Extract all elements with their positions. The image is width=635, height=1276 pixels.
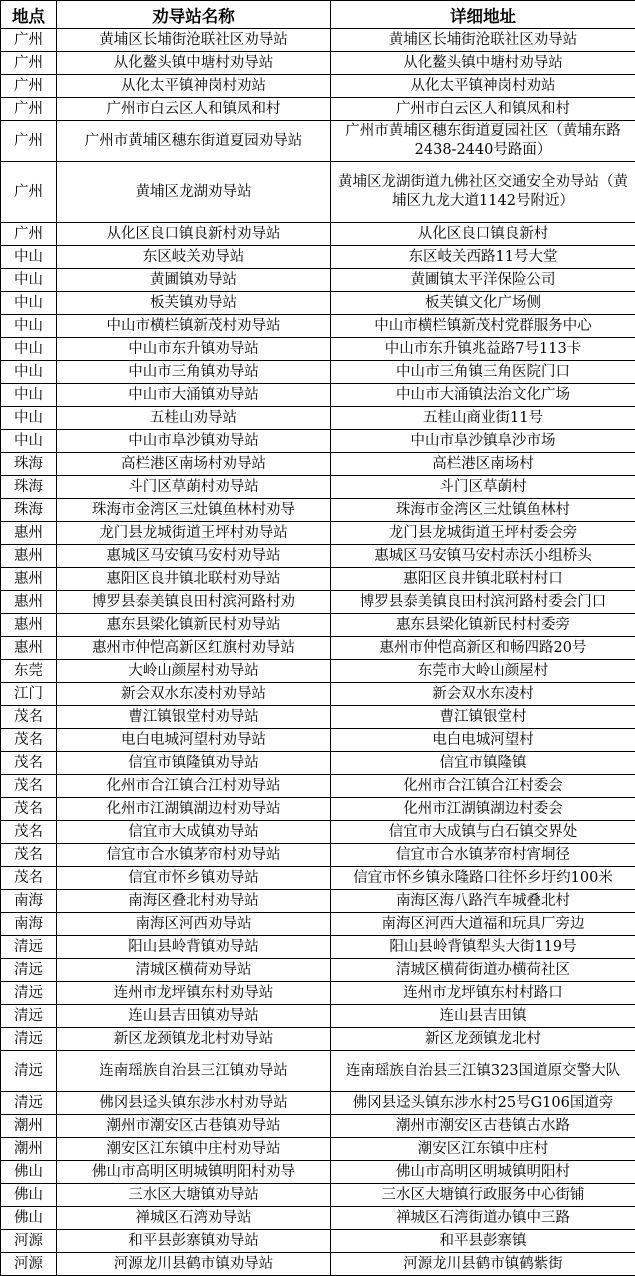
table-row xyxy=(1,223,635,246)
cell-address: 佛山市高明区明城镇明阳村 xyxy=(331,1161,635,1184)
cell-place: 广州 xyxy=(1,162,57,223)
cell-place: 中山 xyxy=(1,292,57,315)
cell-place: 茂名 xyxy=(1,752,57,775)
table-row xyxy=(1,476,635,499)
table-row xyxy=(1,959,635,982)
cell-station-name: 从化太平镇神岗村劝站 xyxy=(57,75,331,98)
cell-station-name: 连南瑶族自治县三江镇劝导站 xyxy=(57,1051,331,1092)
table-row xyxy=(1,338,635,361)
table-row xyxy=(1,407,635,430)
cell-place: 茂名 xyxy=(1,775,57,798)
cell-place: 佛山 xyxy=(1,1207,57,1230)
cell-address: 龙门县龙城街道王坪村委会旁 xyxy=(331,522,635,545)
table-row xyxy=(1,1253,635,1276)
cell-address: 高栏港区南场村 xyxy=(331,453,635,476)
table-row xyxy=(1,1028,635,1051)
table-row xyxy=(1,361,635,384)
cell-station-name: 潮州市潮安区古巷镇劝导站 xyxy=(57,1115,331,1138)
cell-place: 潮州 xyxy=(1,1115,57,1138)
cell-station-name: 中山市阜沙镇劝导站 xyxy=(57,430,331,453)
table-row xyxy=(1,292,635,315)
cell-place: 河源 xyxy=(1,1253,57,1276)
cell-place: 惠州 xyxy=(1,522,57,545)
cell-place: 清远 xyxy=(1,1005,57,1028)
cell-address: 珠海市金湾区三灶镇鱼林村 xyxy=(331,499,635,522)
table-row xyxy=(1,591,635,614)
cell-station-name: 南海区叠北村劝导站 xyxy=(57,890,331,913)
cell-station-name: 大岭山颜屋村劝导站 xyxy=(57,660,331,683)
table-row xyxy=(1,890,635,913)
cell-address: 中山市大涌镇法治文化广场 xyxy=(331,384,635,407)
cell-address: 三水区大塘镇行政服务中心街铺 xyxy=(331,1184,635,1207)
cell-address: 清城区横荷街道办横荷社区 xyxy=(331,959,635,982)
table-row xyxy=(1,706,635,729)
cell-place: 茂名 xyxy=(1,844,57,867)
cell-station-name: 佛山市高明区明城镇明阳村劝导 xyxy=(57,1161,331,1184)
cell-station-name: 惠州市仲恺高新区红旗村劝导站 xyxy=(57,637,331,660)
cell-station-name: 新区龙颈镇龙北村劝导站 xyxy=(57,1028,331,1051)
cell-place: 中山 xyxy=(1,407,57,430)
table-row xyxy=(1,52,635,75)
cell-station-name: 河源龙川县鹤市镇劝导站 xyxy=(57,1253,331,1276)
cell-station-name: 电白电城河望村劝导站 xyxy=(57,729,331,752)
cell-address: 从化区良口镇良新村 xyxy=(331,223,635,246)
cell-address: 南海区海八路汽车城叠北村 xyxy=(331,890,635,913)
cell-station-name: 三水区大塘镇劝导站 xyxy=(57,1184,331,1207)
cell-station-name: 惠阳区良井镇北联村劝导站 xyxy=(57,568,331,591)
cell-station-name: 从化鳌头镇中塘村劝导站 xyxy=(57,52,331,75)
table-row xyxy=(1,75,635,98)
cell-station-name: 中山市横栏镇新茂村劝导站 xyxy=(57,315,331,338)
cell-address: 化州市合江镇合江村委会 xyxy=(331,775,635,798)
table-row xyxy=(1,1161,635,1184)
cell-place: 佛山 xyxy=(1,1161,57,1184)
cell-address: 潮州市潮安区古巷镇古水路 xyxy=(331,1115,635,1138)
cell-place: 茂名 xyxy=(1,867,57,890)
cell-address: 惠城区马安镇马安村赤沃小组桥头 xyxy=(331,545,635,568)
cell-address: 中山市三角镇三角医院门口 xyxy=(331,361,635,384)
cell-address: 新会双水东凌村 xyxy=(331,683,635,706)
cell-station-name: 化州市江湖镇湖边村劝导站 xyxy=(57,798,331,821)
table-row xyxy=(1,1115,635,1138)
table-row xyxy=(1,1092,635,1115)
table-row xyxy=(1,522,635,545)
cell-station-name: 黄埔区长埔街沧联社区劝导站 xyxy=(57,29,331,52)
cell-station-name: 佛冈县迳头镇东涉水村劝导站 xyxy=(57,1092,331,1115)
table-row xyxy=(1,269,635,292)
cell-address: 博罗县泰美镇良田村滨河路村委会门口 xyxy=(331,591,635,614)
cell-address: 和平县彭寨镇 xyxy=(331,1230,635,1253)
cell-place: 清远 xyxy=(1,1028,57,1051)
cell-station-name: 和平县彭寨镇劝导站 xyxy=(57,1230,331,1253)
cell-station-name: 信宜市怀乡镇劝导站 xyxy=(57,867,331,890)
table-row xyxy=(1,982,635,1005)
cell-station-name: 珠海市金湾区三灶镇鱼林村劝导 xyxy=(57,499,331,522)
cell-address: 中山市东升镇兆益路7号113卡 xyxy=(331,338,635,361)
cell-station-name: 龙门县龙城街道王坪村劝导站 xyxy=(57,522,331,545)
table-row xyxy=(1,637,635,660)
table-row xyxy=(1,1230,635,1253)
cell-station-name: 连州市龙坪镇东村劝导站 xyxy=(57,982,331,1005)
cell-address: 南海区河西大道福和玩具厂旁边 xyxy=(331,913,635,936)
cell-place: 清远 xyxy=(1,982,57,1005)
cell-station-name: 高栏港区南场村劝导站 xyxy=(57,453,331,476)
cell-station-name: 黄圃镇劝导站 xyxy=(57,269,331,292)
cell-address: 河源龙川县鹤市镇鹤紫街 xyxy=(331,1253,635,1276)
cell-place: 茂名 xyxy=(1,821,57,844)
cell-address: 信宜市镇隆镇 xyxy=(331,752,635,775)
cell-station-name: 广州市黄埔区穗东街道夏园劝导站 xyxy=(57,121,331,162)
cell-address: 黄圃镇太平洋保险公司 xyxy=(331,269,635,292)
cell-place: 清远 xyxy=(1,959,57,982)
table-row xyxy=(1,1138,635,1161)
table-row xyxy=(1,913,635,936)
cell-station-name: 信宜市合水镇茅帘村劝导站 xyxy=(57,844,331,867)
cell-place: 中山 xyxy=(1,361,57,384)
cell-address: 从化鳌头镇中塘村劝导站 xyxy=(331,52,635,75)
cell-station-name: 惠城区马安镇马安村劝导站 xyxy=(57,545,331,568)
cell-place: 江门 xyxy=(1,683,57,706)
cell-station-name: 南海区河西劝导站 xyxy=(57,913,331,936)
table-row xyxy=(1,775,635,798)
table-row xyxy=(1,121,635,162)
table-row xyxy=(1,729,635,752)
table-row xyxy=(1,499,635,522)
cell-place: 南海 xyxy=(1,890,57,913)
cell-place: 茂名 xyxy=(1,729,57,752)
cell-place: 中山 xyxy=(1,315,57,338)
cell-address: 黄埔区龙湖街道九佛社区交通安全劝导站（黄埔区九龙大道1142号附近） xyxy=(331,162,635,223)
cell-address: 曹江镇银堂村 xyxy=(331,706,635,729)
cell-address: 连南瑶族自治县三江镇323国道原交警大队 xyxy=(331,1051,635,1092)
header-station-name: 劝导站名称 xyxy=(57,1,331,29)
cell-place: 惠州 xyxy=(1,614,57,637)
cell-station-name: 板芙镇劝导站 xyxy=(57,292,331,315)
cell-station-name: 化州市合江镇合江村劝导站 xyxy=(57,775,331,798)
cell-place: 广州 xyxy=(1,75,57,98)
table-row xyxy=(1,821,635,844)
cell-address: 潮安区江东镇中庄村 xyxy=(331,1138,635,1161)
table-row xyxy=(1,844,635,867)
cell-address: 电白电城河望村 xyxy=(331,729,635,752)
cell-place: 南海 xyxy=(1,913,57,936)
cell-address: 中山市横栏镇新茂村党群服务中心 xyxy=(331,315,635,338)
cell-place: 茂名 xyxy=(1,798,57,821)
table-row xyxy=(1,614,635,637)
cell-station-name: 中山市大涌镇劝导站 xyxy=(57,384,331,407)
cell-address: 新区龙颈镇龙北村 xyxy=(331,1028,635,1051)
table-row xyxy=(1,683,635,706)
cell-place: 珠海 xyxy=(1,476,57,499)
cell-station-name: 禅城区石湾劝导站 xyxy=(57,1207,331,1230)
table-row xyxy=(1,545,635,568)
table-row xyxy=(1,98,635,121)
table-row xyxy=(1,936,635,959)
table-row xyxy=(1,29,635,52)
cell-station-name: 广州市白云区人和镇凤和村 xyxy=(57,98,331,121)
cell-place: 中山 xyxy=(1,384,57,407)
table-row xyxy=(1,798,635,821)
cell-place: 广州 xyxy=(1,98,57,121)
cell-station-name: 五桂山劝导站 xyxy=(57,407,331,430)
cell-station-name: 信宜市镇隆镇劝导站 xyxy=(57,752,331,775)
table-row xyxy=(1,430,635,453)
cell-address: 信宜市合水镇茅帘村宵垌径 xyxy=(331,844,635,867)
table-row xyxy=(1,384,635,407)
header-address: 详细地址 xyxy=(331,1,635,29)
cell-place: 惠州 xyxy=(1,591,57,614)
cell-station-name: 中山市三角镇劝导站 xyxy=(57,361,331,384)
cell-place: 广州 xyxy=(1,223,57,246)
cell-place: 惠州 xyxy=(1,637,57,660)
cell-address: 五桂山商业街11号 xyxy=(331,407,635,430)
cell-place: 中山 xyxy=(1,338,57,361)
cell-place: 东莞 xyxy=(1,660,57,683)
cell-address: 广州市白云区人和镇凤和村 xyxy=(331,98,635,121)
table-row xyxy=(1,1005,635,1028)
cell-address: 东莞市大岭山颜屋村 xyxy=(331,660,635,683)
cell-address: 板芙镇文化广场侧 xyxy=(331,292,635,315)
cell-station-name: 潮安区江东镇中庄村劝导站 xyxy=(57,1138,331,1161)
cell-address: 惠阳区良井镇北联村村口 xyxy=(331,568,635,591)
cell-address: 阳山县岭背镇犁头大街119号 xyxy=(331,936,635,959)
cell-station-name: 从化区良口镇良新村劝导站 xyxy=(57,223,331,246)
cell-place: 惠州 xyxy=(1,568,57,591)
cell-place: 中山 xyxy=(1,430,57,453)
cell-address: 中山市阜沙镇阜沙市场 xyxy=(331,430,635,453)
table-row xyxy=(1,752,635,775)
cell-station-name: 东区岐关劝导站 xyxy=(57,246,331,269)
cell-place: 佛山 xyxy=(1,1184,57,1207)
cell-address: 黄埔区长埔街沧联社区劝导站 xyxy=(331,29,635,52)
cell-station-name: 新会双水东凌村劝导站 xyxy=(57,683,331,706)
cell-place: 珠海 xyxy=(1,453,57,476)
cell-address: 禅城区石湾街道办镇中三路 xyxy=(331,1207,635,1230)
cell-station-name: 阳山县岭背镇劝导站 xyxy=(57,936,331,959)
cell-place: 潮州 xyxy=(1,1138,57,1161)
cell-address: 广州市黄埔区穗东街道夏园社区（黄埔东路2438-2440号路面） xyxy=(331,121,635,162)
table-row xyxy=(1,453,635,476)
cell-station-name: 清城区横荷劝导站 xyxy=(57,959,331,982)
cell-address: 信宜市怀乡镇永隆路口往怀乡圩约100米 xyxy=(331,867,635,890)
cell-place: 中山 xyxy=(1,269,57,292)
table-row xyxy=(1,568,635,591)
cell-place: 惠州 xyxy=(1,545,57,568)
table-row xyxy=(1,1051,635,1092)
header-row xyxy=(1,1,635,29)
table-body xyxy=(1,29,635,1276)
cell-address: 化州市江湖镇湖边村委会 xyxy=(331,798,635,821)
cell-address: 东区岐关西路11号大堂 xyxy=(331,246,635,269)
cell-place: 清远 xyxy=(1,936,57,959)
cell-address: 连山县吉田镇 xyxy=(331,1005,635,1028)
cell-place: 珠海 xyxy=(1,499,57,522)
cell-address: 惠东县梁化镇新民村村委旁 xyxy=(331,614,635,637)
cell-place: 广州 xyxy=(1,29,57,52)
table-row xyxy=(1,660,635,683)
cell-address: 佛冈县迳头镇东涉水村25号G106国道旁 xyxy=(331,1092,635,1115)
cell-address: 信宜市大成镇与白石镇交界处 xyxy=(331,821,635,844)
cell-address: 连州市龙坪镇东村村路口 xyxy=(331,982,635,1005)
table-row xyxy=(1,1207,635,1230)
table-row xyxy=(1,1184,635,1207)
cell-place: 清远 xyxy=(1,1092,57,1115)
cell-address: 从化太平镇神岗村劝站 xyxy=(331,75,635,98)
cell-place: 广州 xyxy=(1,121,57,162)
cell-station-name: 连山县吉田镇劝导站 xyxy=(57,1005,331,1028)
cell-place: 茂名 xyxy=(1,706,57,729)
table-row xyxy=(1,867,635,890)
cell-station-name: 博罗县泰美镇良田村滨河路村劝 xyxy=(57,591,331,614)
cell-place: 广州 xyxy=(1,52,57,75)
cell-address: 斗门区草蓢村 xyxy=(331,476,635,499)
cell-address: 惠州市仲恺高新区和畅四路20号 xyxy=(331,637,635,660)
table-row xyxy=(1,246,635,269)
cell-station-name: 黄埔区龙湖劝导站 xyxy=(57,162,331,223)
cell-place: 中山 xyxy=(1,246,57,269)
cell-station-name: 斗门区草蓢村劝导站 xyxy=(57,476,331,499)
cell-station-name: 中山市东升镇劝导站 xyxy=(57,338,331,361)
cell-station-name: 曹江镇银堂村劝导站 xyxy=(57,706,331,729)
table-row xyxy=(1,162,635,223)
cell-place: 清远 xyxy=(1,1051,57,1092)
cell-station-name: 信宜市大成镇劝导站 xyxy=(57,821,331,844)
cell-station-name: 惠东县梁化镇新民村劝导站 xyxy=(57,614,331,637)
table-row xyxy=(1,315,635,338)
cell-place: 河源 xyxy=(1,1230,57,1253)
header-place: 地点 xyxy=(1,1,57,29)
